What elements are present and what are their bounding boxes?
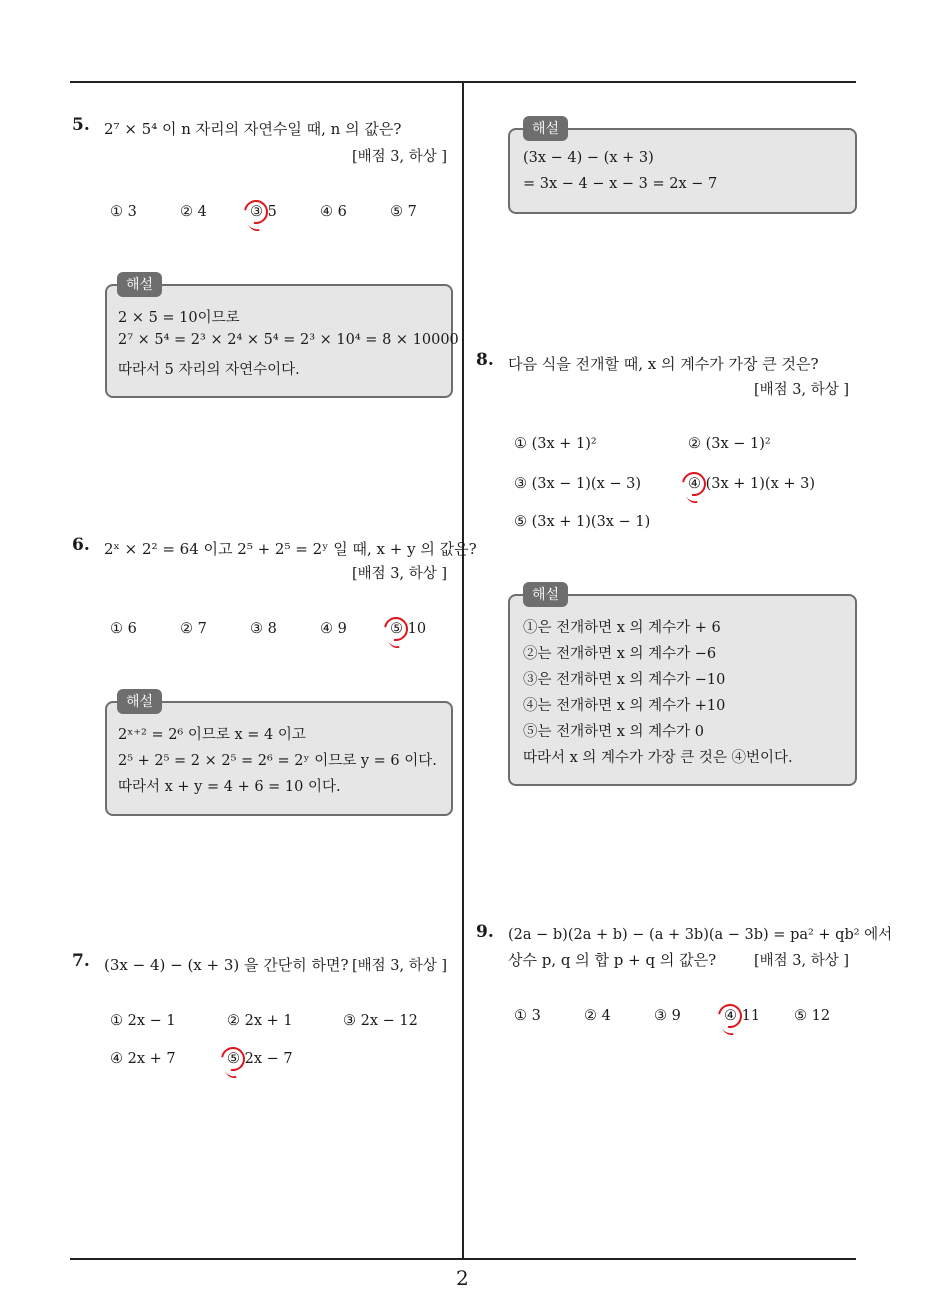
choice-2[interactable]: ② 4 bbox=[584, 1008, 611, 1024]
page-number: 2 bbox=[456, 1266, 469, 1290]
answer-mark-icon bbox=[379, 612, 412, 645]
answer-mark-icon bbox=[216, 1042, 249, 1075]
solution-line: ⑤는 전개하면 x 의 계수가 0 bbox=[523, 724, 705, 740]
question-text: 2⁷ × 5⁴ 이 n 자리의 자연수일 때, n 의 값은? bbox=[104, 120, 402, 138]
question-number: 6. bbox=[72, 535, 90, 555]
choice-5[interactable]: ⑤ 7 bbox=[390, 204, 417, 220]
score-label: [배점 3, 하상 ] bbox=[352, 958, 448, 974]
choice-3[interactable]: ③ 8 bbox=[250, 621, 277, 637]
solution-line: = 3x − 4 − x − 3 = 2x − 7 bbox=[523, 176, 718, 192]
choice-4[interactable]: ④ 2x + 7 bbox=[110, 1051, 176, 1067]
choice-3[interactable]: ③ 2x − 12 bbox=[343, 1013, 418, 1029]
choice-3[interactable]: ③ 5 bbox=[250, 204, 277, 220]
choice-1[interactable]: ① (3x + 1)² bbox=[514, 436, 597, 452]
choice-5[interactable]: ⑤ (3x + 1)(3x − 1) bbox=[514, 514, 651, 530]
choice-1[interactable]: ① 2x − 1 bbox=[110, 1013, 176, 1029]
choice-5[interactable]: ⑤ 12 bbox=[794, 1008, 831, 1024]
choice-2[interactable]: ② 2x + 1 bbox=[227, 1013, 293, 1029]
choice-3[interactable]: ③ 9 bbox=[654, 1008, 681, 1024]
question-number: 5. bbox=[72, 115, 90, 135]
question-number: 8. bbox=[476, 350, 494, 370]
solution-line: ②는 전개하면 x 의 계수가 −6 bbox=[523, 646, 717, 662]
choice-2[interactable]: ② (3x − 1)² bbox=[688, 436, 771, 452]
solution-box bbox=[105, 694, 453, 816]
solution-label: 해설 bbox=[117, 272, 162, 297]
choice-1[interactable]: ① 3 bbox=[110, 204, 137, 220]
choice-5[interactable]: ⑤ 2x − 7 bbox=[227, 1051, 293, 1067]
solution-box bbox=[508, 587, 857, 786]
question-text: (3x − 4) − (x + 3) 을 간단히 하면? bbox=[104, 956, 349, 974]
score-label: [배점 3, 하상 ] bbox=[352, 566, 448, 582]
choice-1[interactable]: ① 3 bbox=[514, 1008, 541, 1024]
choice-4[interactable]: ④ 11 bbox=[724, 1008, 761, 1024]
choice-4[interactable]: ④ 6 bbox=[320, 204, 347, 220]
column-divider bbox=[462, 83, 464, 1259]
solution-box-q7 bbox=[508, 121, 857, 214]
choice-2[interactable]: ② 4 bbox=[180, 204, 207, 220]
solution-label: 해설 bbox=[117, 689, 162, 714]
solution-box bbox=[105, 277, 459, 398]
choice-4[interactable]: ④ (3x + 1)(x + 3) bbox=[688, 476, 816, 492]
solution-line: 2ˣ⁺² = 2⁶ 이므로 x = 4 이고 bbox=[118, 727, 306, 743]
solution-line: 2⁵ + 2⁵ = 2 × 2⁵ = 2⁶ = 2ʸ 이므로 y = 6 이다. bbox=[118, 753, 437, 769]
choice-3[interactable]: ③ (3x − 1)(x − 3) bbox=[514, 476, 642, 492]
score-label: [배점 3, 하상 ] bbox=[352, 149, 448, 165]
bottom-rule bbox=[70, 1258, 856, 1260]
answer-mark-icon bbox=[713, 999, 746, 1032]
answer-mark-icon bbox=[677, 467, 710, 500]
choice-2[interactable]: ② 7 bbox=[180, 621, 207, 637]
question-text: 2ˣ × 2² = 64 이고 2⁵ + 2⁵ = 2ʸ 일 때, x + y 의 값은? bbox=[104, 540, 477, 558]
solution-line: ①은 전개하면 x 의 계수가 + 6 bbox=[523, 620, 721, 636]
solution-label: 해설 bbox=[523, 582, 568, 607]
question-number: 9. bbox=[476, 922, 494, 942]
solution-line: 2 × 5 = 10이므로 bbox=[118, 310, 240, 326]
question-text: (2a − b)(2a + b) − (a + 3b)(a − 3b) = pa² + qb² 에서 bbox=[508, 927, 893, 943]
score-label: [배점 3, 하상 ] bbox=[754, 382, 850, 398]
solution-line: 따라서 x + y = 4 + 6 = 10 이다. bbox=[118, 779, 341, 795]
question-number: 7. bbox=[72, 951, 90, 971]
question-text: 상수 p, q 의 합 p + q 의 값은? bbox=[508, 951, 717, 969]
score-label: [배점 3, 하상 ] bbox=[754, 953, 850, 969]
solution-line: 따라서 x 의 계수가 가장 큰 것은 ④번이다. bbox=[523, 750, 793, 766]
solution-line: ③은 전개하면 x 의 계수가 −10 bbox=[523, 672, 726, 688]
solution-line: (3x − 4) − (x + 3) bbox=[523, 150, 654, 166]
answer-mark-icon bbox=[239, 195, 272, 228]
question-text: 다음 식을 전개할 때, x 의 계수가 가장 큰 것은? bbox=[508, 355, 819, 373]
solution-line: 2⁷ × 5⁴ = 2³ × 2⁴ × 5⁴ = 2³ × 10⁴ = 8 × 10000 bbox=[118, 332, 459, 348]
solution-line: ④는 전개하면 x 의 계수가 +10 bbox=[523, 698, 726, 714]
choice-5[interactable]: ⑤ 10 bbox=[390, 621, 427, 637]
solution-label: 해설 bbox=[523, 116, 568, 141]
choice-1[interactable]: ① 6 bbox=[110, 621, 137, 637]
solution-line: 따라서 5 자리의 자연수이다. bbox=[118, 362, 300, 378]
choice-4[interactable]: ④ 9 bbox=[320, 621, 347, 637]
